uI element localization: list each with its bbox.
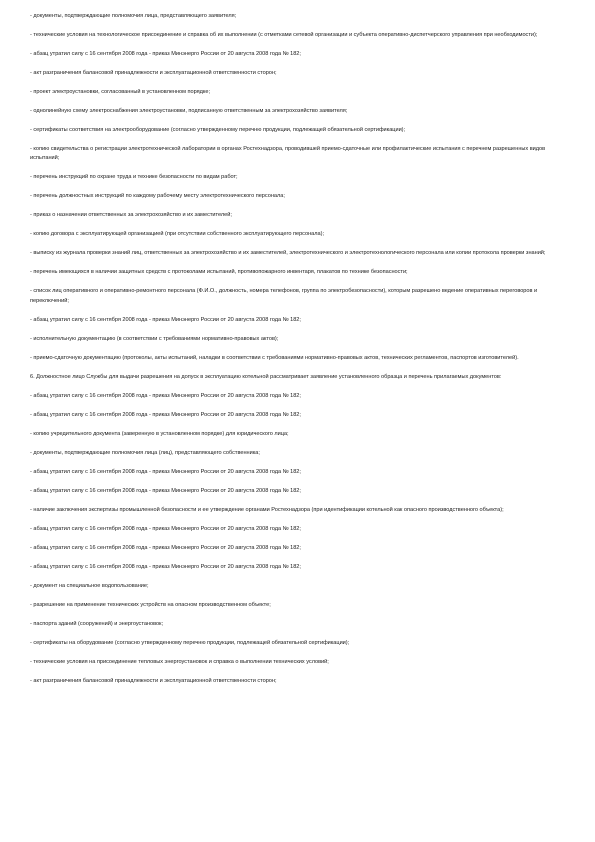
document-paragraph: - абзац утратил силу с 16 сентября 2008 года - приказ Минэнерго России от 20 августа 2008 года № 182; bbox=[30, 411, 301, 418]
document-paragraph: - паспорта зданий (сооружений) и энергоустановок; bbox=[30, 620, 164, 627]
document-paragraph: - абзац утратил силу с 16 сентября 2008 года - приказ Минэнерго России от 20 августа 2008 года № 182; bbox=[30, 316, 301, 323]
document-paragraph: - абзац утратил силу с 16 сентября 2008 года - приказ Минэнерго России от 20 августа 2008 года № 182; bbox=[30, 392, 301, 399]
document-paragraph: - акт разграничения балансовой принадлежности и эксплуатационной ответственности сторон; bbox=[30, 69, 277, 76]
document-paragraph: - абзац утратил силу с 16 сентября 2008 года - приказ Минэнерго России от 20 августа 2008 года № 182; bbox=[30, 563, 301, 570]
document-paragraph: - список лиц оперативного и оперативно-ремонтного персонала (Ф.И.О., должность, номера телефонов, группа по электробезопасности), которым разрешено ведение оперативных переговоров и переключений; bbox=[30, 288, 538, 304]
document-paragraph: - проект электроустановки, согласованный в установленном порядке; bbox=[30, 88, 210, 95]
document-paragraph: - технические условия на присоединение тепловых энергоустановок и справка о выполнении технических условий; bbox=[30, 658, 329, 665]
document-body bbox=[30, 12, 565, 696]
document-paragraph: - перечень должностных инструкций по каждому рабочему месту электротехнического персонала; bbox=[30, 193, 285, 200]
document-paragraph: - документы, подтверждающие полномочия лица, представляющего заявителя; bbox=[30, 13, 237, 19]
document-paragraph: - сертификаты на оборудование (согласно утвержденному перечню продукции, подлежащей обязательной сертификации); bbox=[30, 639, 350, 646]
document-paragraph: - перечень имеющихся в наличии защитных средств с протоколами испытаний, противопожарного инвентаря, плакатов по технике безопасности; bbox=[30, 269, 408, 276]
document-paragraph: - наличие заключения экспертизы промышленной безопасности и ее утверждение органами Ростехнадзора (при идентификации котельной как опасного производственного объекта); bbox=[30, 506, 504, 513]
document-paragraph: - абзац утратил силу с 16 сентября 2008 года - приказ Минэнерго России от 20 августа 2008 года № 182; bbox=[30, 525, 301, 532]
document-paragraph: - технические условия на технологическое присоединение и справка об их выполнении (с отметками сетевой организации и субъекта оперативно-диспетчерского управления при необходимости); bbox=[30, 31, 538, 38]
document-paragraph: - акт разграничения балансовой принадлежности и эксплуатационной ответственности сторон; bbox=[30, 677, 277, 684]
document-paragraph: - документ на специальное водопользование; bbox=[30, 582, 149, 589]
document-paragraph: - абзац утратил силу с 16 сентября 2008 года - приказ Минэнерго России от 20 августа 2008 года № 182; bbox=[30, 544, 301, 551]
document-paragraph: - разрешение на применение технических устройств на опасном производственном объекте; bbox=[30, 601, 271, 608]
document-paragraph: - однолинейную схему электроснабжения электроустановки, подписанную ответственным за электрохозяйство заявителя; bbox=[30, 107, 348, 114]
document-paragraph: - документы, подтверждающие полномочия лица (лиц), представляющего собственника; bbox=[30, 449, 260, 456]
document-paragraph: - абзац утратил силу с 16 сентября 2008 года - приказ Минэнерго России от 20 августа 2008 года № 182; bbox=[30, 468, 301, 475]
document-paragraph: - приказ о назначении ответственных за электрохозяйство и их заместителей; bbox=[30, 212, 232, 219]
document-paragraph: - копию свидетельства о регистрации электротехнической лаборатории в органах Ростехнадзора, проводившей приемо-сдаточные или профилактические испытания с перечнем разрешенных видов испытаний; bbox=[30, 145, 546, 162]
document-paragraph: - абзац утратил силу с 16 сентября 2008 года - приказ Минэнерго России от 20 августа 2008 года № 182; bbox=[30, 487, 301, 494]
document-paragraph: - приемо-сдаточную документацию (протоколы, акты испытаний, наладки в соответствии с требованиями нормативно-правовых актов, технических регламентов, паспортов изготовителей). bbox=[30, 354, 519, 361]
document-paragraph: - выписку из журнала проверки знаний лиц, ответственных за электрохозяйство и их заместителей, электротехнического и электротехнологического персонала или копии протокола проверки знаний; bbox=[30, 250, 546, 257]
document-paragraph: - сертификаты соответствия на электрооборудование (согласно утвержденному перечню продукции, подлежащей обязательной сертификации); bbox=[30, 126, 406, 133]
document-paragraph: - копию учредительного документа (заверенную в установленном порядке) для юридического лица; bbox=[30, 430, 289, 437]
document-paragraph: 6. Должностное лицо Службы для выдачи разрешения на допуск в эксплуатацию котельной рассматривает заявление установленного образца и перечень прилагаемых документов: bbox=[30, 373, 502, 380]
document-paragraph: - исполнительную документацию (в соответствии с требованиями нормативно-правовых актов); bbox=[30, 335, 279, 342]
document-paragraph: - абзац утратил силу с 16 сентября 2008 года - приказ Минэнерго России от 20 августа 2008 года № 182; bbox=[30, 50, 301, 57]
document-paragraph: - копию договора с эксплуатирующей организацией (при отсутствии собственного эксплуатирующего персонала); bbox=[30, 231, 324, 238]
document-paragraph: - перечень инструкций по охране труда и технике безопасности по видам работ; bbox=[30, 174, 238, 181]
